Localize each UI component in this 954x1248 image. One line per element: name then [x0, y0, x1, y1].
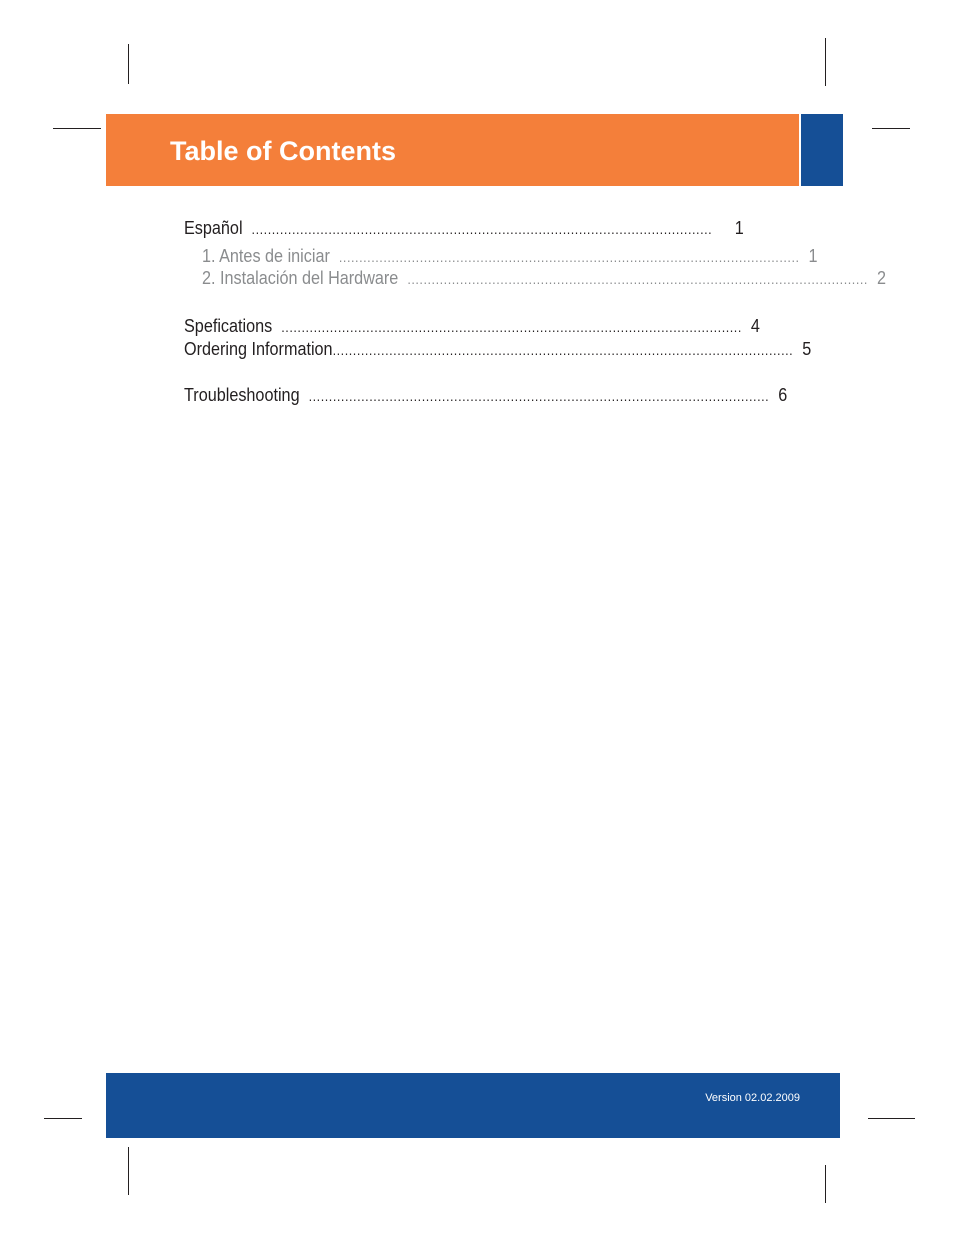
crop-mark	[44, 1118, 82, 1119]
toc-entry-label: Ordering Information	[184, 339, 333, 359]
toc-leader: ..................................................................................................................	[308, 388, 770, 404]
crop-mark	[825, 38, 826, 86]
toc-entry-label: 1. Antes de iniciar	[202, 246, 330, 266]
crop-mark	[128, 1147, 129, 1195]
footer-bar	[106, 1073, 840, 1138]
crop-mark	[53, 128, 101, 129]
toc-leader: ..................................................................................................................	[332, 342, 794, 358]
toc-entry-label: Spefications	[184, 316, 273, 336]
crop-mark	[872, 128, 910, 129]
toc-entry-page: 2	[876, 268, 886, 288]
crop-mark	[868, 1118, 915, 1119]
version-label: Version 02.02.2009	[705, 1092, 800, 1104]
toc-entry[interactable]	[184, 316, 760, 337]
crop-mark	[825, 1165, 826, 1203]
toc-leader: ..................................................................................................................	[281, 319, 742, 335]
toc-entry-page: 6	[778, 385, 788, 405]
page-title: Table of Contents	[170, 136, 396, 166]
toc-entry[interactable]	[202, 246, 818, 267]
toc-entry-label: Troubleshooting	[184, 385, 300, 405]
toc-leader: ..................................................................................................................	[251, 221, 713, 237]
header-accent-block	[801, 114, 843, 186]
toc-entry-label: Español	[184, 218, 243, 238]
header-bar	[106, 114, 799, 186]
toc-entry[interactable]	[184, 218, 744, 239]
toc-leader: ..................................................................................................................	[407, 271, 868, 287]
toc-entry[interactable]	[184, 339, 812, 360]
toc-entry-page: 5	[802, 339, 812, 359]
toc-entry-label: 2. Instalación del Hardware	[202, 268, 399, 288]
toc-leader: ..................................................................................................................	[338, 249, 800, 265]
toc-entry-page: 4	[750, 316, 760, 336]
toc-entry-page: 1	[734, 218, 744, 238]
crop-mark	[128, 44, 129, 84]
toc-entry[interactable]	[202, 268, 886, 289]
toc-entry[interactable]	[184, 385, 788, 406]
toc-entry-page: 1	[808, 246, 818, 266]
